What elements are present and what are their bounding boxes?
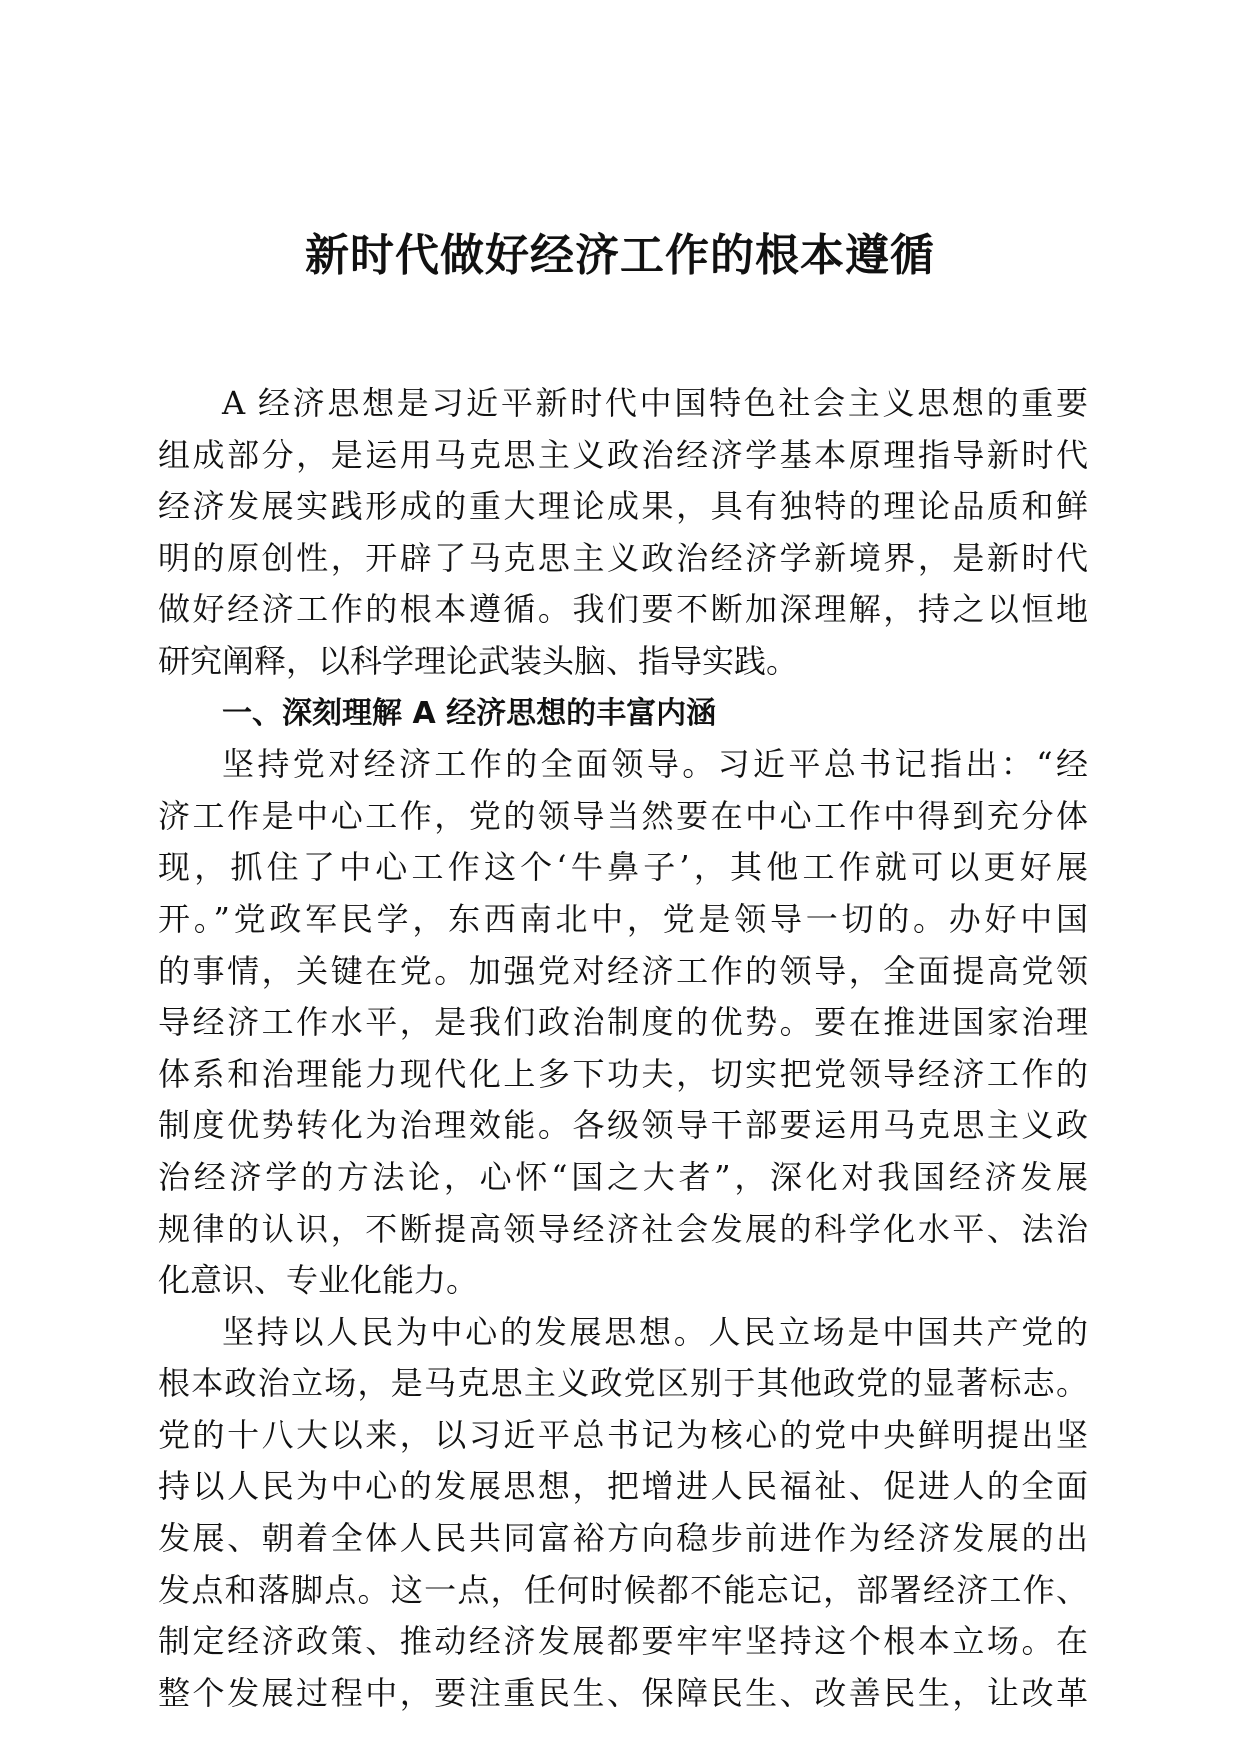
paragraph-line: 经济发展实践形成的重大理论成果，具有独特的理论品质和鲜 — [158, 487, 1088, 526]
paragraph-line: 济工作是中心工作，党的领导当然要在中心工作中得到充分体 — [158, 796, 1088, 835]
paragraph-line: 治经济学的方法论，心怀“国之大者”，深化对我国经济发展 — [158, 1157, 1088, 1196]
paragraph-line: 发展、朝着全体人民共同富裕方向稳步前进作为经济发展的出 — [158, 1519, 1088, 1558]
paragraph-line: 制度优势转化为治理效能。各级领导干部要运用马克思主义政 — [158, 1106, 1088, 1145]
paragraph-line: 坚持以人民为中心的发展思想。人民立场是中国共产党的 — [222, 1312, 1088, 1351]
document-title: 新时代做好经济工作的根本遵循 — [305, 230, 935, 281]
paragraph-line: 党的十八大以来，以习近平总书记为核心的党中央鲜明提出坚 — [158, 1415, 1088, 1454]
section-heading: 一、深刻理解 A 经济思想的丰富内涵 — [222, 695, 717, 731]
paragraph-line: 体系和治理能力现代化上多下功夫，切实把党领导经济工作的 — [158, 1054, 1088, 1093]
paragraph-line: 导经济工作水平，是我们政治制度的优势。要在推进国家治理 — [158, 1003, 1088, 1042]
document-body — [158, 378, 1088, 1719]
paragraph-line: 发点和落脚点。这一点，任何时候都不能忘记，部署经济工作、 — [158, 1570, 1088, 1609]
paragraph-line: A 经济思想是习近平新时代中国特色社会主义思想的重要 — [222, 384, 1088, 422]
paragraph-line: 组成部分，是运用马克思主义政治经济学基本原理指导新时代 — [158, 435, 1088, 474]
paragraph-line: 化意识、专业化能力。 — [158, 1261, 479, 1300]
paragraph-line: 开。”党政军民学，东西南北中，党是领导一切的。办好中国 — [158, 899, 1088, 938]
paragraph-line: 研究阐释，以科学理论武装头脑、指导实践。 — [158, 641, 799, 680]
paragraph-line: 坚持党对经济工作的全面领导。习近平总书记指出：“经 — [222, 745, 1088, 784]
paragraph-line: 的事情，关键在党。加强党对经济工作的领导，全面提高党领 — [158, 951, 1088, 990]
paragraph-line: 现，抓住了中心工作这个‘牛鼻子’，其他工作就可以更好展 — [158, 848, 1088, 887]
paragraph-line: 做好经济工作的根本遵循。我们要不断加深理解，持之以恒地 — [158, 590, 1088, 629]
paragraph-line: 规律的认识，不断提高领导经济社会发展的科学化水平、法治 — [158, 1209, 1088, 1248]
paragraph-line: 持以人民为中心的发展思想，把增进人民福祉、促进人的全面 — [158, 1467, 1088, 1506]
paragraph-line: 根本政治立场，是马克思主义政党区别于其他政党的显著标志。 — [158, 1364, 1088, 1403]
paragraph-line: 整个发展过程中，要注重民生、保障民生、改善民生，让改革 — [158, 1673, 1088, 1712]
paragraph-line: 明的原创性，开辟了马克思主义政治经济学新境界，是新时代 — [158, 538, 1088, 577]
paragraph-line: 制定经济政策、推动经济发展都要牢牢坚持这个根本立场。在 — [158, 1622, 1088, 1661]
